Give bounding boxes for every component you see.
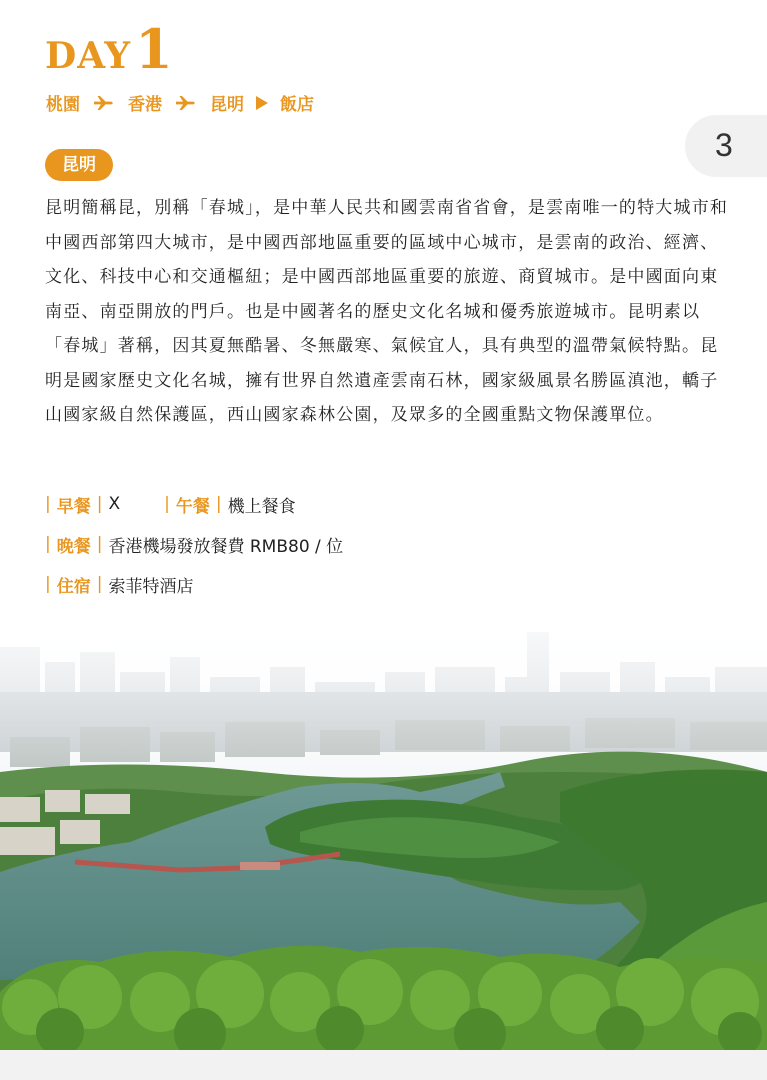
meal-info <box>45 484 343 604</box>
page-number-tab <box>685 115 767 177</box>
lunch-value: 機上餐食 <box>227 496 296 517</box>
city-description: 昆明簡稱昆，別稱「春城」，是中華人民共和國雲南省省會，是雲南唯一的特大城市和中國西部第四大城市，是中國西部地區重要的區域中心城市，是雲南的政治、經濟、文化、科技中心和交通樞紐；是中國西部地區重要的旅遊、商貿城市。是中國面向東南亞、南亞開放的門戶。也是中國著名的歷史文化名城和優秀旅遊城市。昆明素以「春城」著稱，因其夏無酷暑、冬無嚴寒、氣候宜人，具有典型的溫帶氣候特點。昆明是國家歷史文化名城，擁有世界自然遺產雲南石林，國家級風景名勝區滇池，轎子山國家級自然保護區，西山國家森林公園，及眾多的全國重點文物保護單位。 <box>45 198 729 425</box>
plane-icon <box>94 96 114 110</box>
aerial-lake-park-photo <box>0 622 767 1050</box>
breakfast-label: 早餐 <box>56 496 91 517</box>
route-stop-kunming: 昆明 <box>210 95 244 115</box>
play-icon <box>256 96 268 110</box>
meal-row-breakfast-lunch: | 早餐 | X | 午餐 | 機上餐食 <box>45 484 343 524</box>
lunch-label: 午餐 <box>175 496 210 517</box>
city-badge: 昆明 <box>45 149 113 181</box>
route-stop-hotel: 飯店 <box>280 95 314 115</box>
route-breadcrumb <box>46 90 314 115</box>
route-stop-hongkong: 香港 <box>128 95 162 115</box>
day-number: 1 <box>135 17 173 81</box>
lodging-value: 索菲特酒店 <box>108 576 194 597</box>
lodging-label: 住宿 <box>56 576 91 597</box>
route-stop-taoyuan: 桃園 <box>46 95 80 115</box>
plane-icon <box>176 96 196 110</box>
day-title <box>45 17 173 81</box>
day-label: DAY <box>45 35 132 77</box>
dinner-value: 香港機場發放餐費 RMB80 / 位 <box>108 536 344 557</box>
meal-row-dinner: | 晚餐 | 香港機場發放餐費 RMB80 / 位 <box>45 524 343 564</box>
bottom-strip <box>0 1050 767 1080</box>
breakfast-value: X <box>108 494 121 514</box>
meal-row-lodging: | 住宿 | 索菲特酒店 <box>45 564 343 604</box>
dinner-label: 晚餐 <box>56 536 91 557</box>
page-number: 3 <box>715 127 733 163</box>
